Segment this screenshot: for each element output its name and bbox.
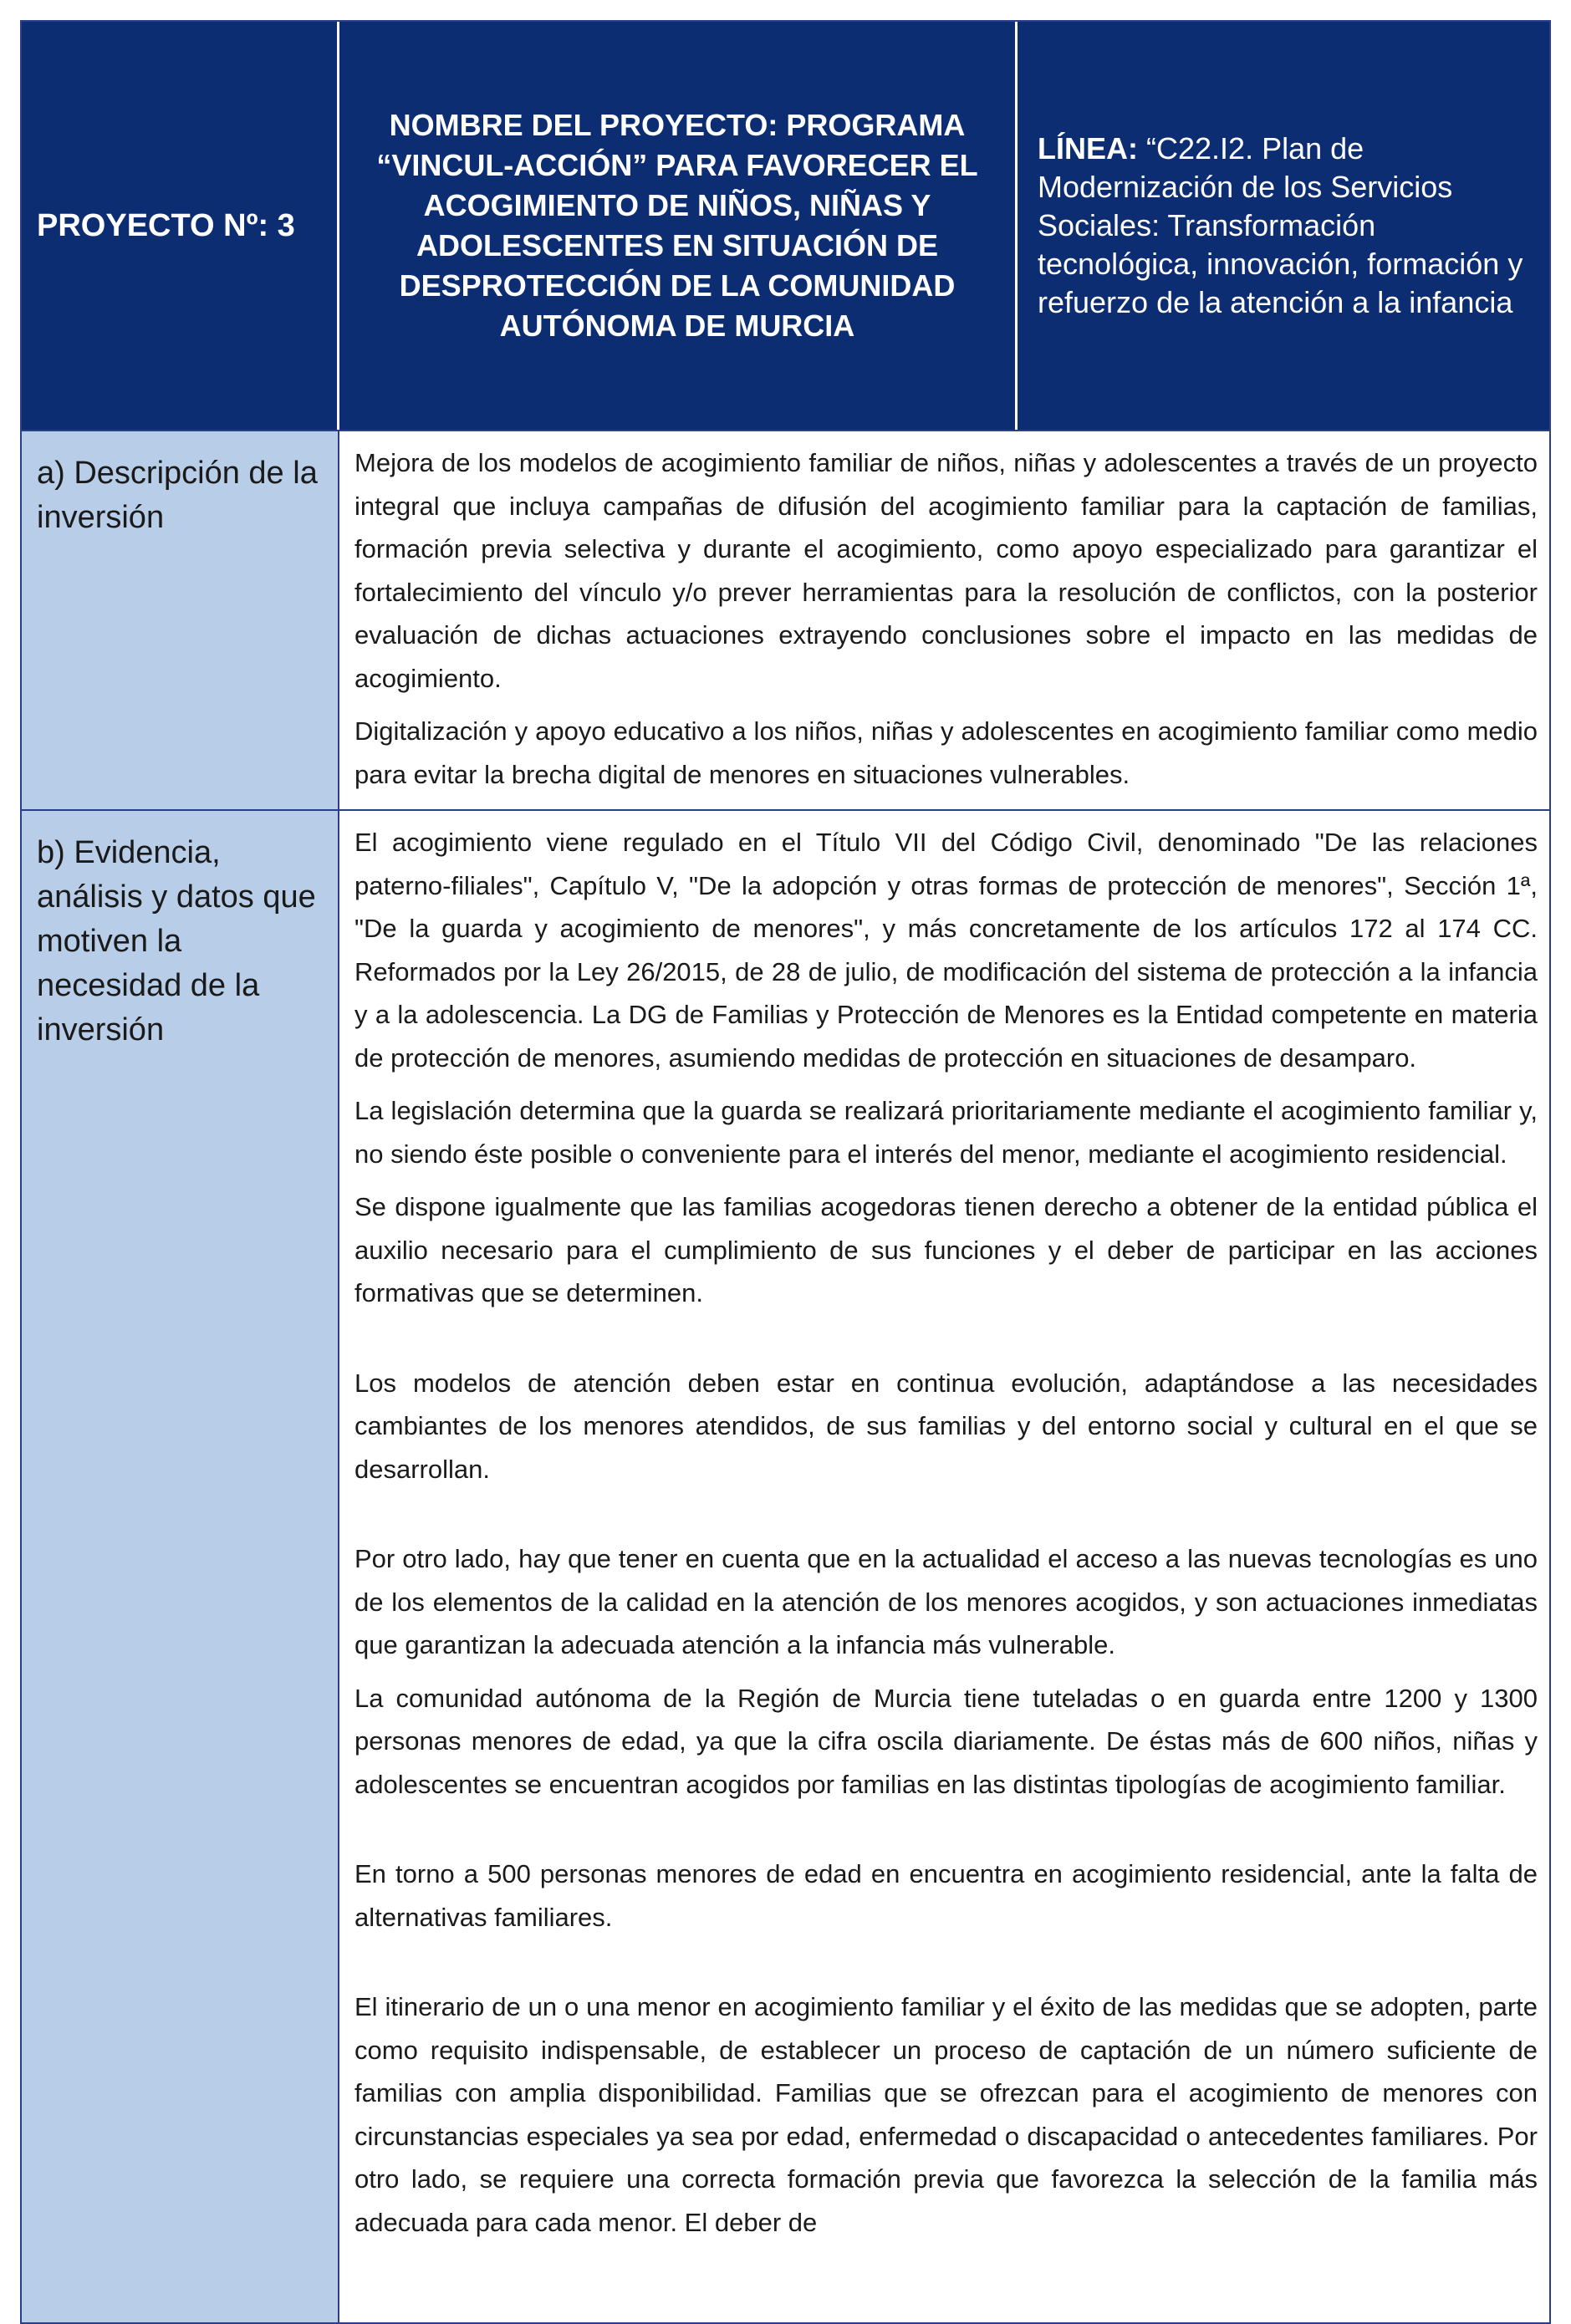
evidence-paragraph: Por otro lado, hay que tener en cuenta que en la actualidad el acceso a las nuevas tecnologías es uno de los elementos de la calidad en la atención de los menores acogidos, y son actuaciones inmediatas que garantizan la adecuada atención a la infancia más vulnerable. [354, 1544, 1538, 1659]
project-name: NOMBRE DEL PROYECTO: PROGRAMA “VINCUL-ACCIÓN” PARA FAVORECER EL ACOGIMIENTO DE NIÑOS, NIÑAS Y ADOLESCENTES EN SITUACIÓN DE DESPROTECCIÓN DE LA COMUNIDAD AUTÓNOMA DE MURCIA [376, 108, 978, 343]
evidence-paragraph: La comunidad autónoma de la Región de Murcia tiene tuteladas o en guarda entre 1200 y 1300 personas menores de edad, ya que la cifra oscila diariamente. De éstas más de 600 niños, niñas y adolescentes se encuentran acogidos por familias en las distintas tipologías de acogimiento familiar. [354, 1683, 1538, 1799]
line-block [1038, 130, 1529, 322]
description-paragraph: Digitalización y apoyo educativo a los niños, niñas y adolescentes en acogimiento familiar como medio para evitar la brecha digital de menores en situaciones vulnerables. [354, 716, 1538, 789]
evidence-paragraph: Los modelos de atención deben estar en continua evolución, adaptándose a las necesidades cambiantes de los menores atendidos, de sus familias y del entorno social y cultural en el que se desarrollan. [354, 1368, 1538, 1484]
table-header [22, 22, 1549, 430]
line-text: “C22.I2. Plan de Modernización de los Servicios Sociales: Transformación tecnológica, innovación, formación y refuerzo de la atención a la infancia [1038, 131, 1523, 319]
evidence-paragraph: El acogimiento viene regulado en el Título VII del Código Civil, denominado "De las relaciones paterno-filiales", Capítulo V, "De la adopción y otras formas de protección de menores", Sección 1ª, "De la guarda y acogimiento de menores", y más concretamente de los artículos 172 al 174 CC. Reformados por la Ley 26/2015, de 28 de julio, de modificación del sistema de protección a la infancia y a la adolescencia. La DG de Familias y Protección de Menores es la Entidad competente en materia de protección de menores, asumiendo medidas de protección en situaciones de desamparo. [354, 828, 1538, 1073]
description-label: a) Descripción de la inversión [22, 431, 339, 809]
project-number-cell [22, 22, 339, 430]
row-evidence [22, 809, 1549, 2322]
project-table [20, 20, 1551, 2324]
evidence-paragraph: En torno a 500 personas menores de edad en encuentra en acogimiento residencial, ante la falta de alternativas familiares. [354, 1859, 1538, 1932]
evidence-paragraph: La legislación determina que la guarda se realizará prioritariamente mediante el acogimiento familiar y, no siendo éste posible o conveniente para el interés del menor, mediante el acogimiento residencial. [354, 1096, 1538, 1169]
description-paragraph: Mejora de los modelos de acogimiento familiar de niños, niñas y adolescentes a través de un proyecto integral que incluya campañas de difusión del acogimiento familiar para la captación de familias, formación previa selectiva y durante el acogimiento, como apoyo especializado para garantizar el fortalecimiento del vínculo y/o prever herramientas para la resolución de conflictos, con la posterior evaluación de dichas actuaciones extrayendo conclusiones sobre el impacto en las medidas de acogimiento. [354, 448, 1538, 693]
description-content [339, 431, 1549, 809]
line-cell [1018, 22, 1549, 430]
evidence-paragraph: El itinerario de un o una menor en acogimiento familiar y el éxito de las medidas que se adopten, parte como requisito indispensable, de establecer un proceso de captación de un número suficiente de familias con amplia disponibilidad. Familias que se ofrezcan para el acogimiento de menores con circunstancias especiales ya sea por edad, enfermedad o discapacidad o antecedentes familiares. Por otro lado, se requiere una correcta formación previa que favorezca la selección de la familia más adecuada para cada menor. El deber de [354, 1992, 1538, 2237]
evidence-label: b) Evidencia, análisis y datos que motiven la necesidad de la inversión [22, 811, 339, 2322]
row-description [22, 430, 1549, 809]
project-number: PROYECTO Nº: 3 [37, 207, 295, 243]
evidence-paragraph: Se dispone igualmente que las familias acogedoras tienen derecho a obtener de la entidad pública el auxilio necesario para el cumplimiento de sus funciones y el deber de participar en las acciones formativas que se determinen. [354, 1192, 1538, 1307]
line-label: LÍNEA: [1038, 131, 1138, 166]
project-name-cell [339, 22, 1018, 430]
evidence-content [339, 811, 1549, 2322]
